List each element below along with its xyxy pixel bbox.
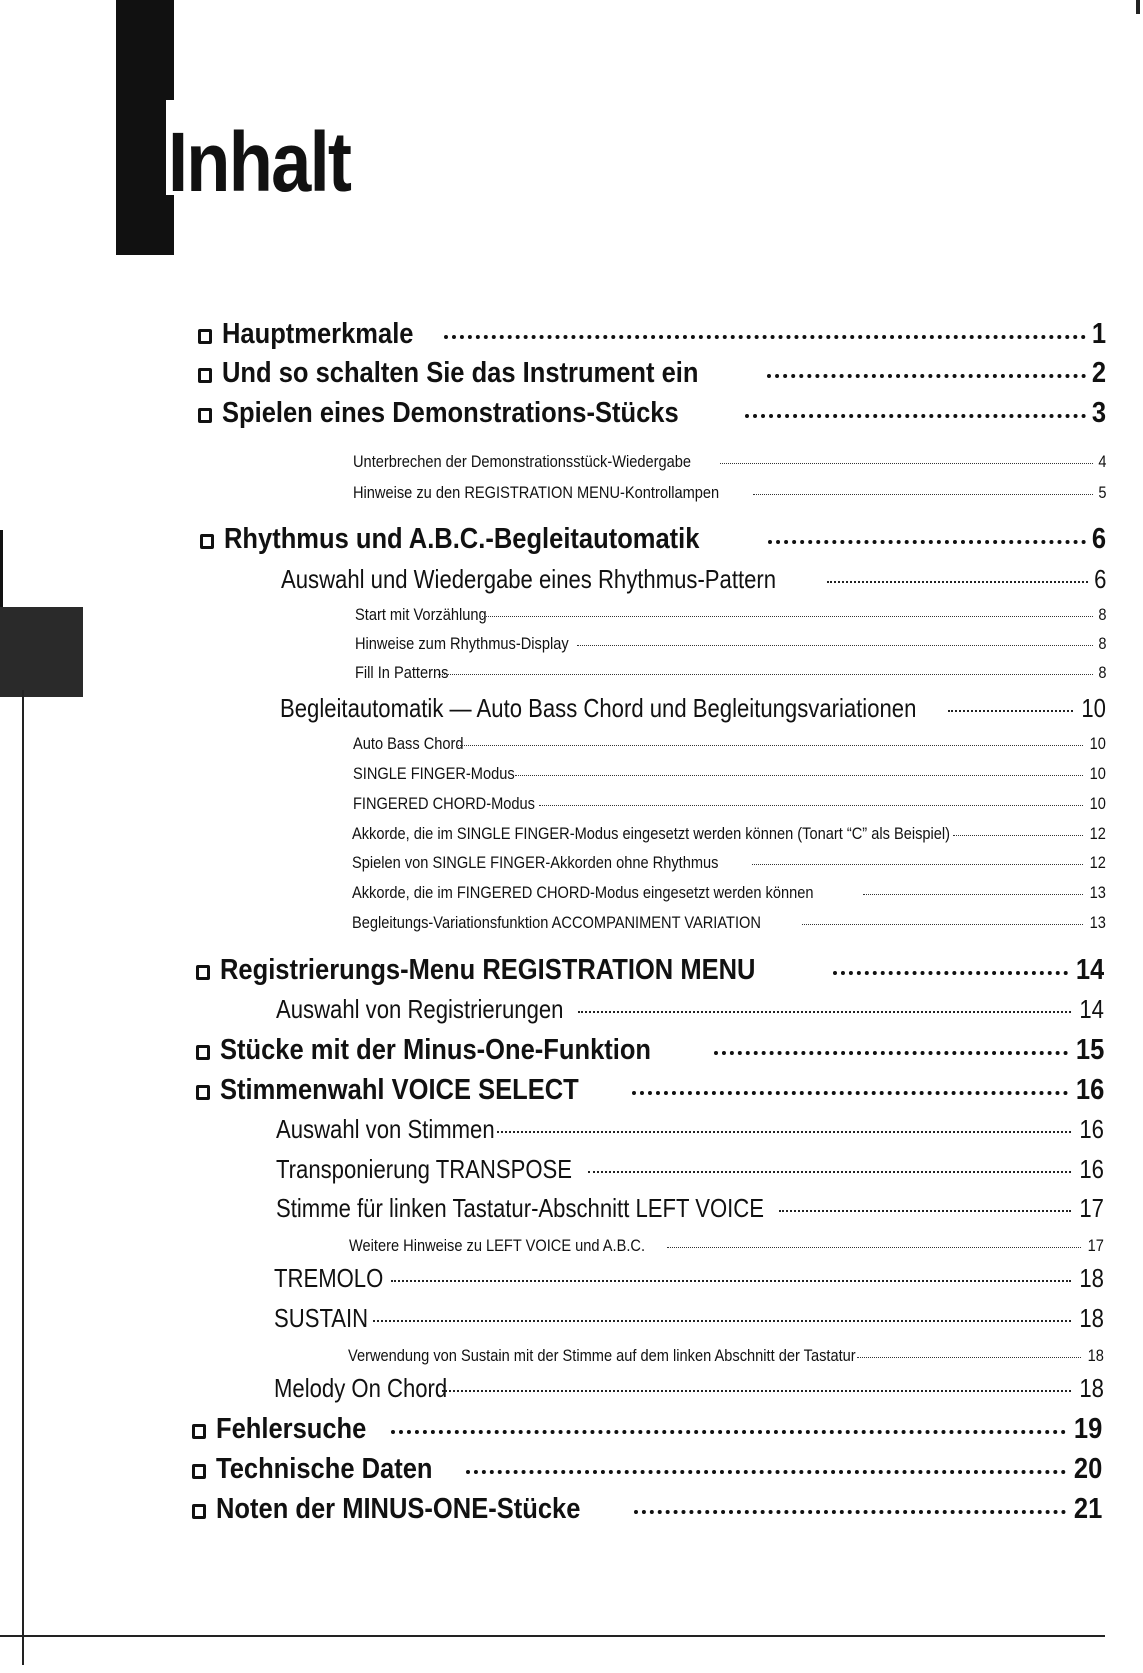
toc-entry-transpose[interactable]	[276, 1154, 1104, 1185]
dot-leader	[391, 1430, 1066, 1434]
toc-entry-title: Auto Bass Chord	[353, 734, 464, 753]
toc-entry-title: Hauptmerkmale	[222, 318, 414, 350]
toc-entry-einschalten[interactable]	[198, 357, 1106, 390]
dot-leader	[953, 835, 1083, 836]
toc-entry-unterbrechen[interactable]	[353, 452, 1106, 472]
checkbox-icon	[198, 408, 212, 423]
toc-entry-page: 13	[1089, 913, 1106, 932]
toc-entry-page: 18	[1079, 1373, 1104, 1403]
side-thumb-tab	[0, 607, 83, 697]
toc-entry-page: 6	[1093, 564, 1106, 594]
dot-leader	[767, 374, 1085, 378]
toc-entry-technische-daten[interactable]	[192, 1453, 1102, 1486]
toc-entry-page: 16	[1079, 1154, 1104, 1184]
dot-leader	[482, 616, 1092, 617]
dot-leader	[577, 645, 1092, 646]
dot-leader	[857, 1357, 1081, 1358]
checkbox-icon	[198, 368, 212, 383]
checkbox-icon	[196, 1085, 210, 1100]
toc-entry-tremolo[interactable]	[274, 1263, 1104, 1294]
dot-leader	[373, 1320, 1071, 1322]
toc-entry-page: 18	[1079, 1263, 1104, 1293]
toc-entry-title: Begleitautomatik — Auto Bass Chord und Begleitungsvariationen	[280, 693, 917, 723]
toc-entry-registrierungen[interactable]	[276, 994, 1104, 1025]
toc-entry-page: 14	[1075, 954, 1104, 986]
toc-entry-page: 4	[1097, 452, 1106, 471]
left-margin-rule-top	[0, 530, 3, 610]
toc-entry-title: Fill In Patterns	[355, 663, 449, 682]
toc-entry-page: 19	[1073, 1413, 1102, 1445]
toc-entry-page: 8	[1097, 605, 1106, 624]
toc-entry-stimmen[interactable]	[276, 1114, 1104, 1145]
toc-entry-page: 21	[1073, 1493, 1102, 1525]
toc-entry-page: 17	[1087, 1236, 1104, 1255]
toc-entry-minus-one[interactable]	[196, 1034, 1104, 1067]
toc-entry-akkorde-fingered[interactable]	[352, 883, 1106, 903]
toc-entry-title: Akkorde, die im SINGLE FINGER-Modus eingesetzt werden können (Tonart “C” als Beispiel)	[352, 824, 951, 843]
dot-leader	[497, 1131, 1071, 1133]
toc-entry-rhythmus-display[interactable]	[355, 634, 1106, 654]
toc-entry-ohne-rhythmus[interactable]	[352, 853, 1106, 873]
toc-entry-title: Technische Daten	[216, 1453, 433, 1485]
dot-leader	[667, 1247, 1081, 1248]
toc-entry-title: Begleitungs-Variationsfunktion ACCOMPANIMENT VARIATION	[352, 913, 761, 932]
toc-entry-hauptmerkmale[interactable]	[198, 318, 1106, 351]
toc-entry-page: 14	[1079, 994, 1104, 1024]
toc-entry-page: 3	[1091, 397, 1106, 429]
toc-entry-title: Rhythmus und A.B.C.-Begleitautomatik	[224, 523, 700, 555]
page-title	[167, 115, 351, 209]
toc-entry-voice-select[interactable]	[196, 1074, 1104, 1107]
dot-leader	[391, 1280, 1072, 1282]
toc-entry-title: Stimmenwahl VOICE SELECT	[220, 1074, 579, 1106]
bottom-rule	[0, 1635, 1105, 1637]
toc-entry-page: 5	[1097, 483, 1106, 502]
dot-leader	[632, 1091, 1068, 1095]
dot-leader	[768, 540, 1086, 544]
checkbox-icon	[200, 534, 214, 549]
dot-leader	[833, 971, 1068, 975]
toc-entry-page: 12	[1089, 824, 1106, 843]
dot-leader	[863, 894, 1083, 895]
dot-leader	[779, 1210, 1071, 1212]
toc-entry-title: FINGERED CHORD-Modus	[353, 794, 535, 813]
toc-entry-page: 18	[1087, 1346, 1104, 1365]
toc-entry-title: TREMOLO	[274, 1263, 384, 1293]
toc-entry-title: Fehlersuche	[216, 1413, 367, 1445]
dot-leader	[634, 1510, 1066, 1514]
dot-leader	[720, 463, 1092, 464]
toc-entry-akkorde-single[interactable]	[352, 824, 1106, 844]
toc-entry-rhythmus-pattern[interactable]	[281, 564, 1106, 595]
toc-entry-sustain-left[interactable]	[348, 1346, 1104, 1366]
dot-leader	[802, 924, 1084, 925]
toc-entry-title: Start mit Vorzählung	[355, 605, 487, 624]
toc-entry-title: Hinweise zum Rhythmus-Display	[355, 634, 569, 653]
toc-entry-page: 16	[1075, 1074, 1104, 1106]
toc-entry-fehlersuche[interactable]	[192, 1413, 1102, 1446]
toc-entry-accompaniment-variation[interactable]	[352, 913, 1106, 933]
toc-entry-fingered-chord[interactable]	[353, 794, 1106, 814]
toc-entry-vorzaehlung[interactable]	[355, 605, 1106, 625]
toc-entry-page: 10	[1089, 794, 1106, 813]
toc-entry-auto-bass-chord[interactable]	[353, 734, 1106, 754]
dot-leader	[438, 674, 1093, 675]
toc-entry-title: Transponierung TRANSPOSE	[276, 1154, 573, 1184]
toc-entry-rhythmus[interactable]	[200, 523, 1106, 556]
dot-leader	[753, 494, 1093, 495]
toc-entry-page: 8	[1097, 663, 1106, 682]
left-margin-rule	[22, 690, 24, 1665]
toc-entry-page: 17	[1079, 1193, 1104, 1223]
checkbox-icon	[196, 1045, 210, 1060]
toc-entry-title: Auswahl von Stimmen	[276, 1114, 495, 1144]
toc-entry-page: 6	[1091, 523, 1106, 555]
checkbox-icon	[192, 1504, 206, 1519]
toc-entry-title: Unterbrechen der Demonstrationsstück-Wiedergabe	[353, 452, 692, 471]
checkbox-icon	[192, 1464, 206, 1479]
toc-entry-kontrollampen[interactable]	[353, 483, 1106, 503]
toc-entry-melody-on-chord[interactable]	[274, 1373, 1104, 1404]
corner-mark	[1136, 0, 1140, 14]
toc-entry-title: Verwendung von Sustain mit der Stimme auf dem linken Abschnitt der Tastatur	[348, 1346, 856, 1365]
toc-entry-page: 18	[1079, 1303, 1104, 1333]
dot-leader	[714, 1051, 1068, 1055]
toc-entry-single-finger[interactable]	[353, 764, 1106, 784]
dot-leader	[466, 1470, 1066, 1474]
page-title-text: Inhalt	[167, 115, 351, 209]
toc-entry-title: Stimme für linken Tastatur-Abschnitt LEFT VOICE	[276, 1193, 765, 1223]
toc-entry-page: 10	[1081, 693, 1106, 723]
toc-entry-begleitautomatik[interactable]	[280, 693, 1106, 724]
dot-leader	[578, 1011, 1071, 1013]
dot-leader	[948, 710, 1073, 712]
toc-entry-title: Spielen von SINGLE FINGER-Akkorden ohne Rhythmus	[352, 853, 719, 872]
toc-entry-title: Und so schalten Sie das Instrument ein	[222, 357, 699, 389]
dot-leader	[442, 1390, 1071, 1392]
toc-entry-left-voice[interactable]	[276, 1193, 1104, 1224]
toc-entry-page: 13	[1089, 883, 1106, 902]
dot-leader	[752, 864, 1083, 865]
dot-leader	[588, 1171, 1071, 1173]
toc-entry-title: SUSTAIN	[274, 1303, 369, 1333]
toc-entry-title: Weitere Hinweise zu LEFT VOICE und A.B.C.	[349, 1236, 646, 1255]
toc-entry-title: Auswahl und Wiedergabe eines Rhythmus-Pattern	[281, 564, 777, 594]
checkbox-icon	[198, 329, 212, 344]
toc-entry-page: 12	[1089, 853, 1106, 872]
toc-entry-page: 15	[1075, 1034, 1104, 1066]
toc-entry-title: SINGLE FINGER-Modus	[353, 764, 515, 783]
toc-entry-title: Registrierungs-Menu REGISTRATION MENU	[220, 954, 756, 986]
dot-leader	[444, 335, 1086, 339]
dot-leader	[515, 775, 1083, 776]
toc-entry-registration-menu[interactable]	[196, 954, 1104, 987]
toc-entry-demonstration[interactable]	[198, 397, 1106, 430]
toc-entry-page: 10	[1089, 734, 1106, 753]
dot-leader	[456, 745, 1084, 746]
toc-entry-sustain[interactable]	[274, 1303, 1104, 1334]
toc-entry-title: Noten der MINUS-ONE-Stücke	[216, 1493, 581, 1525]
checkbox-icon	[192, 1424, 206, 1439]
toc-entry-page: 8	[1097, 634, 1106, 653]
toc-entry-noten[interactable]	[192, 1493, 1102, 1526]
dot-leader	[539, 805, 1083, 806]
toc-entry-title: Akkorde, die im FINGERED CHORD-Modus eingesetzt werden können	[352, 883, 814, 902]
dot-leader	[827, 581, 1087, 583]
dot-leader	[745, 414, 1086, 418]
toc-entry-title: Stücke mit der Minus-One-Funktion	[220, 1034, 652, 1066]
toc-entry-title: Auswahl von Registrierungen	[276, 994, 564, 1024]
toc-entry-title: Melody On Chord	[274, 1373, 448, 1403]
toc-entry-page: 2	[1091, 357, 1106, 389]
toc-entry-fill-in[interactable]	[355, 663, 1106, 683]
toc-entry-left-voice-abc[interactable]	[349, 1236, 1104, 1256]
toc-entry-page: 16	[1079, 1114, 1104, 1144]
toc-entry-page: 10	[1089, 764, 1106, 783]
checkbox-icon	[196, 965, 210, 980]
toc-entry-title: Spielen eines Demonstrations-Stücks	[222, 397, 679, 429]
toc-entry-title: Hinweise zu den REGISTRATION MENU-Kontrollampen	[353, 483, 720, 502]
toc-entry-page: 20	[1073, 1453, 1102, 1485]
toc-entry-page: 1	[1091, 318, 1106, 350]
